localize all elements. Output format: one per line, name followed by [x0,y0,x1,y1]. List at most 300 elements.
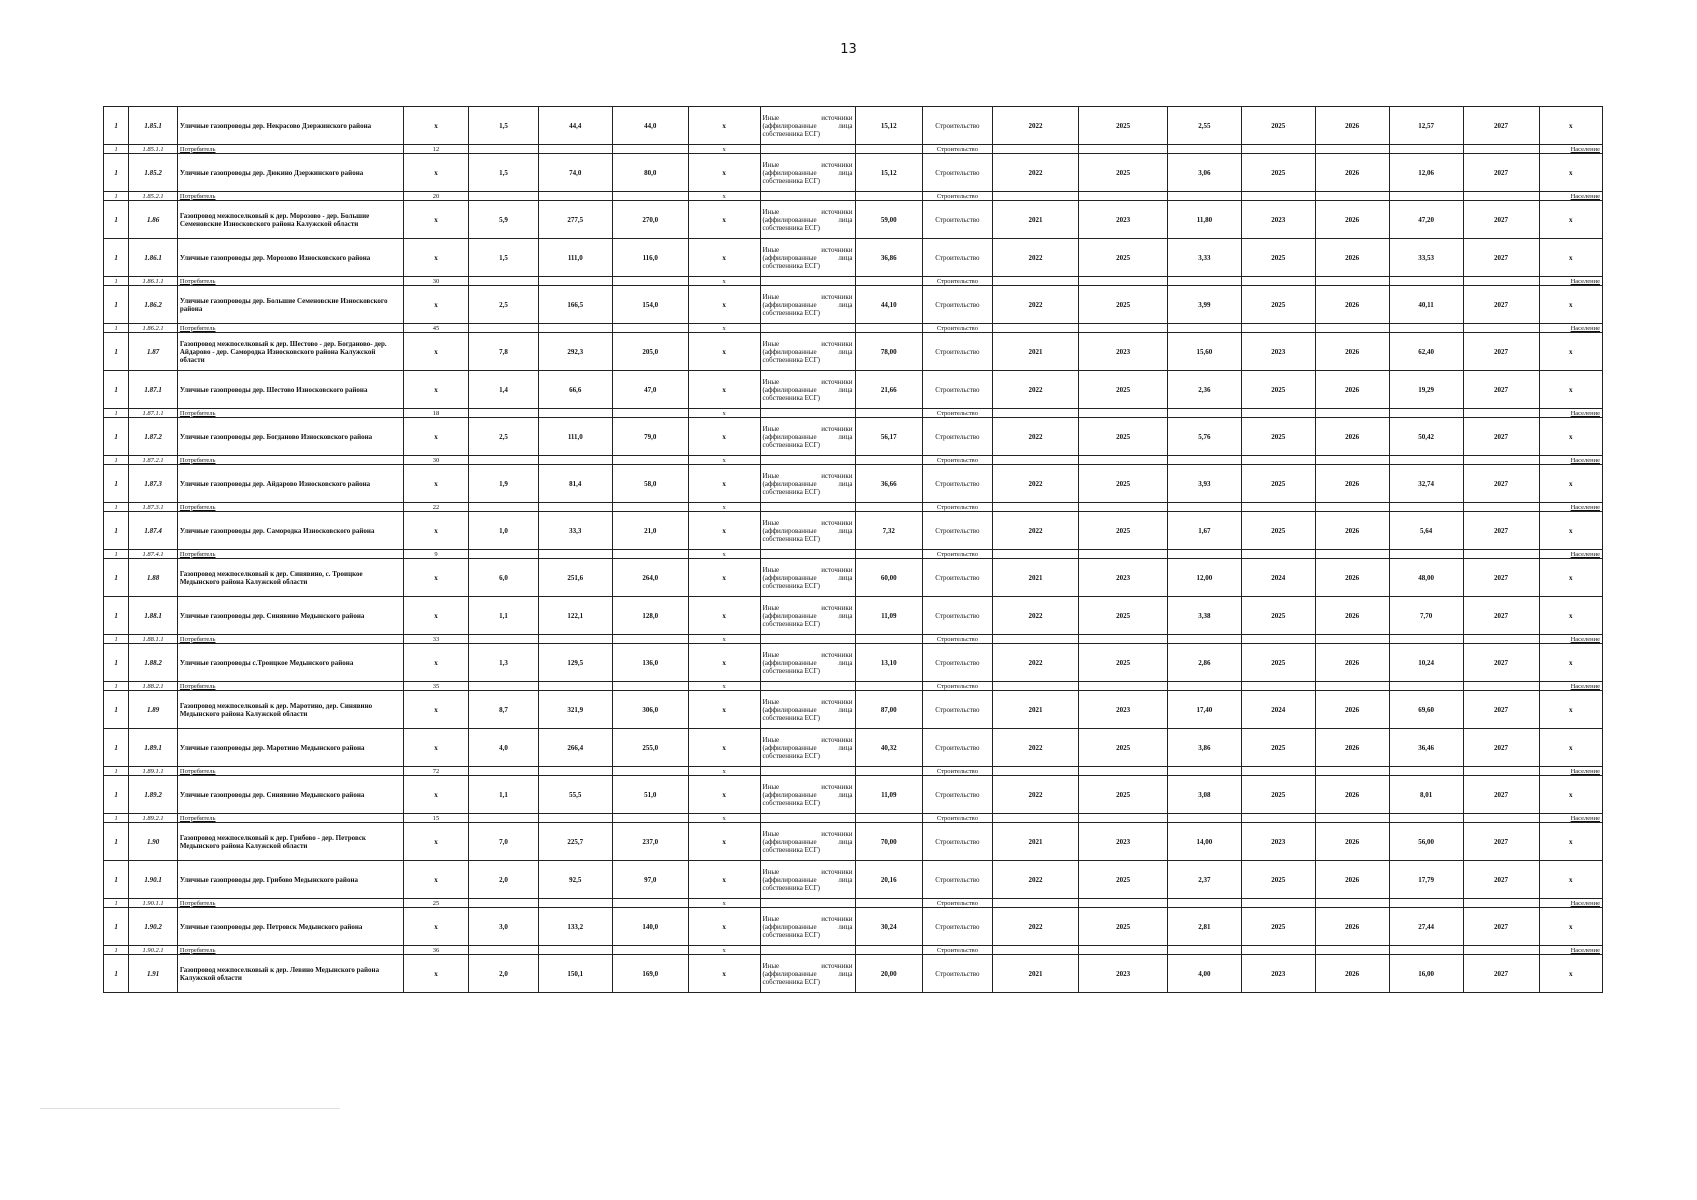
stage-value-2: 19,29 [1389,371,1463,409]
empty-cell [469,899,539,908]
year-3: 2026 [1315,776,1389,814]
empty-cell [760,550,855,559]
consumer-code: 1.86.1.1 [129,277,178,286]
row-number: 1 [104,154,129,192]
year-2: 2025 [1241,286,1315,324]
work-type: Строительство [923,154,993,192]
empty-cell [855,550,923,559]
empty-cell [612,946,688,955]
year-3: 2026 [1315,512,1389,550]
cell-x: x [688,418,760,456]
year-start: 2022 [992,729,1079,767]
empty-cell [855,946,923,955]
empty-cell [1315,550,1389,559]
year-3: 2026 [1315,371,1389,409]
empty-cell [1079,409,1168,418]
year-2: 2025 [1241,107,1315,145]
work-type: Строительство [923,418,993,456]
empty-cell [1463,145,1539,154]
year-2: 2025 [1241,597,1315,635]
year-2: 2025 [1241,465,1315,503]
consumer-label: Потребитель [177,550,403,559]
cell-x: x [688,861,760,899]
length: 5,9 [469,201,539,239]
empty-cell [1315,456,1389,465]
cell-x: x [688,559,760,597]
year-final: 2027 [1463,908,1539,946]
consumer-label: Потребитель [177,192,403,201]
empty-cell [1463,767,1539,776]
year-start: 2021 [992,955,1079,993]
empty-cell [760,682,855,691]
empty-cell [469,145,539,154]
row-number: 1 [104,418,129,456]
cost-amount: 13,10 [855,644,923,682]
empty-cell [760,899,855,908]
empty-cell [855,145,923,154]
capacity: 47,0 [612,371,688,409]
object-code: 1.89 [129,691,178,729]
year-3: 2026 [1315,286,1389,324]
cell-x: x [403,597,468,635]
length: 1,5 [469,107,539,145]
empty-cell [992,145,1079,154]
table-row [104,333,1603,371]
year-final: 2027 [1463,644,1539,682]
stage-value: 3,06 [1167,154,1241,192]
year-end: 2023 [1079,559,1168,597]
cell-x: x [688,333,760,371]
length: 1,1 [469,776,539,814]
year-end: 2025 [1079,465,1168,503]
work-type: Строительство [923,192,993,201]
empty-cell [1463,503,1539,512]
year-3: 2026 [1315,333,1389,371]
empty-cell [469,192,539,201]
cost-amount: 11,09 [855,776,923,814]
year-start: 2022 [992,465,1079,503]
cell-x: x [1539,597,1602,635]
pressure-or-diameter: 277,5 [538,201,612,239]
year-2: 2025 [1241,239,1315,277]
empty-cell [1079,899,1168,908]
cell-x: x [403,107,468,145]
cell-x: x [688,286,760,324]
cell-x: x [403,908,468,946]
empty-cell [612,814,688,823]
capacity: 51,0 [612,776,688,814]
consumer-label: Потребитель [177,277,403,286]
year-end: 2025 [1079,286,1168,324]
cell-x: x [688,192,760,201]
empty-cell [1389,503,1463,512]
object-name: Уличные газопроводы с.Троицкое Медынского района [177,644,403,682]
work-type: Строительство [923,559,993,597]
cost-amount: 70,00 [855,823,923,861]
empty-cell [1315,767,1389,776]
work-type: Строительство [923,324,993,333]
stage-value-2: 7,70 [1389,597,1463,635]
consumer-row [104,277,1603,286]
consumer-label: Потребитель [177,946,403,955]
pressure-or-diameter: 111,0 [538,239,612,277]
empty-cell [538,503,612,512]
empty-cell [1463,324,1539,333]
funding-source: Иные источники (аффилированные лица собственника ЕСГ) [760,955,855,993]
capacity: 169,0 [612,955,688,993]
year-end: 2025 [1079,154,1168,192]
cost-amount: 20,00 [855,955,923,993]
year-2: 2025 [1241,908,1315,946]
table-row [104,201,1603,239]
cell-x: x [1539,644,1602,682]
empty-cell [1241,550,1315,559]
year-end: 2025 [1079,239,1168,277]
funding-source: Иные источники (аффилированные лица собственника ЕСГ) [760,823,855,861]
stage-value: 4,00 [1167,955,1241,993]
consumer-row [104,503,1603,512]
cell-x: x [688,154,760,192]
object-name: Газопровод межпоселковый к дер. Левино Медынского района Калужской области [177,955,403,993]
empty-cell [1241,635,1315,644]
empty-cell [992,767,1079,776]
pressure-or-diameter: 111,0 [538,418,612,456]
consumer-row [104,635,1603,644]
object-code: 1.85.1 [129,107,178,145]
table-row [104,559,1603,597]
row-number: 1 [104,559,129,597]
work-type: Строительство [923,946,993,955]
empty-cell [469,550,539,559]
cost-amount: 56,17 [855,418,923,456]
empty-cell [1389,324,1463,333]
table-row [104,955,1603,993]
capacity: 79,0 [612,418,688,456]
year-start: 2022 [992,644,1079,682]
empty-cell [992,550,1079,559]
consumer-code: 1.85.1.1 [129,145,178,154]
object-name: Уличные газопроводы дер. Синявино Медынского района [177,776,403,814]
object-name: Уличные газопроводы дер. Большие Семеновские Износковского района [177,286,403,324]
population-label: Население [1539,814,1602,823]
stage-value: 3,86 [1167,729,1241,767]
cell-x: x [688,767,760,776]
year-start: 2022 [992,286,1079,324]
row-number: 1 [104,767,129,776]
object-code: 1.86.1 [129,239,178,277]
empty-cell [1167,503,1241,512]
empty-cell [1389,277,1463,286]
table-row [104,286,1603,324]
population-label: Население [1539,145,1602,154]
stage-value-2: 5,64 [1389,512,1463,550]
cell-x: x [403,955,468,993]
row-number: 1 [104,955,129,993]
empty-cell [1315,192,1389,201]
year-3: 2026 [1315,465,1389,503]
empty-cell [992,635,1079,644]
work-type: Строительство [923,333,993,371]
row-number: 1 [104,729,129,767]
length: 4,0 [469,729,539,767]
cost-amount: 78,00 [855,333,923,371]
year-3: 2026 [1315,729,1389,767]
work-type: Строительство [923,456,993,465]
scan-artifact [40,1108,340,1109]
cell-x: x [1539,908,1602,946]
empty-cell [1241,277,1315,286]
consumer-row [104,456,1603,465]
object-code: 1.87.2 [129,418,178,456]
consumer-label: Потребитель [177,409,403,418]
year-2: 2023 [1241,955,1315,993]
cell-x: x [403,154,468,192]
cost-amount: 11,09 [855,597,923,635]
funding-source: Иные источники (аффилированные лица собственника ЕСГ) [760,371,855,409]
capacity: 44,0 [612,107,688,145]
funding-source: Иные источники (аффилированные лица собственника ЕСГ) [760,239,855,277]
table-row [104,239,1603,277]
length: 2,5 [469,286,539,324]
work-type: Строительство [923,635,993,644]
year-2: 2024 [1241,691,1315,729]
stage-value: 2,37 [1167,861,1241,899]
consumer-code: 1.89.1.1 [129,767,178,776]
work-type: Строительство [923,465,993,503]
year-end: 2025 [1079,908,1168,946]
consumer-row [104,946,1603,955]
empty-cell [992,409,1079,418]
year-final: 2027 [1463,597,1539,635]
stage-value-2: 17,79 [1389,861,1463,899]
year-start: 2022 [992,154,1079,192]
cost-amount: 21,66 [855,371,923,409]
consumer-row [104,682,1603,691]
object-name: Газопровод межпоселковый к дер. Маротино, дер. Синявино Медынского района Калужской области [177,691,403,729]
cost-amount: 44,10 [855,286,923,324]
table-row [104,823,1603,861]
object-code: 1.90.2 [129,908,178,946]
row-number: 1 [104,861,129,899]
row-number: 1 [104,324,129,333]
empty-cell [538,192,612,201]
stage-value-2: 8,01 [1389,776,1463,814]
empty-cell [855,635,923,644]
year-start: 2021 [992,333,1079,371]
pressure-or-diameter: 266,4 [538,729,612,767]
work-type: Строительство [923,861,993,899]
table-row [104,861,1603,899]
consumer-count: 35 [403,682,468,691]
empty-cell [1167,409,1241,418]
pressure-or-diameter: 33,3 [538,512,612,550]
consumer-row [104,814,1603,823]
year-start: 2022 [992,861,1079,899]
object-name: Уличные газопроводы дер. Петровск Медынского района [177,908,403,946]
cell-x: x [688,946,760,955]
capacity: 80,0 [612,154,688,192]
empty-cell [1315,324,1389,333]
year-end: 2025 [1079,371,1168,409]
empty-cell [1389,145,1463,154]
year-2: 2025 [1241,861,1315,899]
year-end: 2025 [1079,107,1168,145]
work-type: Строительство [923,814,993,823]
empty-cell [469,946,539,955]
capacity: 21,0 [612,512,688,550]
object-code: 1.87.4 [129,512,178,550]
object-name: Уличные газопроводы дер. Шестово Износковского района [177,371,403,409]
work-type: Строительство [923,503,993,512]
empty-cell [538,145,612,154]
object-name: Газопровод межпоселковый к дер. Морозово - дер. Большие Семеновские Износковского района Калужской области [177,201,403,239]
year-2: 2025 [1241,512,1315,550]
empty-cell [612,550,688,559]
empty-cell [1389,946,1463,955]
cell-x: x [688,277,760,286]
empty-cell [1389,409,1463,418]
cell-x: x [688,682,760,691]
length: 8,7 [469,691,539,729]
row-number: 1 [104,239,129,277]
work-type: Строительство [923,201,993,239]
row-number: 1 [104,597,129,635]
cell-x: x [1539,776,1602,814]
object-name: Газопровод межпоселковый к дер. Синявино, с. Троицкое Медынского района Калужской области [177,559,403,597]
row-number: 1 [104,691,129,729]
cell-x: x [688,729,760,767]
work-type: Строительство [923,239,993,277]
row-number: 1 [104,682,129,691]
consumer-label: Потребитель [177,814,403,823]
empty-cell [538,550,612,559]
capacity: 306,0 [612,691,688,729]
empty-cell [760,456,855,465]
empty-cell [760,946,855,955]
empty-cell [992,456,1079,465]
cell-x: x [1539,418,1602,456]
empty-cell [538,899,612,908]
length: 7,0 [469,823,539,861]
funding-source: Иные источники (аффилированные лица собственника ЕСГ) [760,729,855,767]
cell-x: x [403,644,468,682]
empty-cell [469,277,539,286]
capacity: 264,0 [612,559,688,597]
year-end: 2023 [1079,955,1168,993]
empty-cell [612,192,688,201]
length: 1,4 [469,371,539,409]
empty-cell [992,324,1079,333]
empty-cell [538,324,612,333]
cost-amount: 87,00 [855,691,923,729]
year-final: 2027 [1463,691,1539,729]
empty-cell [1389,767,1463,776]
empty-cell [1241,946,1315,955]
empty-cell [612,145,688,154]
length: 2,0 [469,861,539,899]
object-code: 1.90 [129,823,178,861]
empty-cell [1241,767,1315,776]
empty-cell [855,409,923,418]
empty-cell [1241,456,1315,465]
empty-cell [992,814,1079,823]
consumer-label: Потребитель [177,682,403,691]
empty-cell [469,503,539,512]
empty-cell [1389,814,1463,823]
empty-cell [992,503,1079,512]
cell-x: x [688,635,760,644]
empty-cell [612,277,688,286]
year-start: 2022 [992,597,1079,635]
year-final: 2027 [1463,955,1539,993]
cell-x: x [1539,239,1602,277]
consumer-code: 1.87.2.1 [129,456,178,465]
object-name: Газопровод межпоселковый к дер. Грибово - дер. Петровск Медынского района Калужской области [177,823,403,861]
row-number: 1 [104,908,129,946]
year-final: 2027 [1463,418,1539,456]
empty-cell [538,814,612,823]
row-number: 1 [104,899,129,908]
empty-cell [612,899,688,908]
population-label: Население [1539,682,1602,691]
cell-x: x [403,823,468,861]
capacity: 255,0 [612,729,688,767]
capacity: 140,0 [612,908,688,946]
empty-cell [855,192,923,201]
year-end: 2023 [1079,201,1168,239]
year-3: 2026 [1315,908,1389,946]
year-start: 2022 [992,107,1079,145]
cell-x: x [688,145,760,154]
cell-x: x [688,456,760,465]
empty-cell [469,635,539,644]
consumer-row [104,899,1603,908]
object-name: Уличные газопроводы дер. Дюкино Дзержинского района [177,154,403,192]
funding-source: Иные источники (аффилированные лица собственника ЕСГ) [760,512,855,550]
capacity: 128,0 [612,597,688,635]
year-3: 2026 [1315,107,1389,145]
cell-x: x [1539,371,1602,409]
cell-x: x [1539,154,1602,192]
capacity: 58,0 [612,465,688,503]
year-start: 2021 [992,559,1079,597]
consumer-label: Потребитель [177,899,403,908]
table-row [104,776,1603,814]
cell-x: x [1539,107,1602,145]
stage-value-2: 48,00 [1389,559,1463,597]
consumer-label: Потребитель [177,324,403,333]
empty-cell [1241,682,1315,691]
cell-x: x [688,503,760,512]
empty-cell [1315,899,1389,908]
page-number: 13 [840,42,857,57]
object-name: Уличные газопроводы дер. Самородка Износковского района [177,512,403,550]
funding-source: Иные источники (аффилированные лица собственника ЕСГ) [760,776,855,814]
year-2: 2023 [1241,823,1315,861]
empty-cell [1167,814,1241,823]
pressure-or-diameter: 44,4 [538,107,612,145]
funding-source: Иные источники (аффилированные лица собственника ЕСГ) [760,644,855,682]
length: 2,5 [469,418,539,456]
row-number: 1 [104,201,129,239]
empty-cell [1463,635,1539,644]
funding-source: Иные источники (аффилированные лица собственника ЕСГ) [760,154,855,192]
row-number: 1 [104,371,129,409]
cell-x: x [688,908,760,946]
work-type: Строительство [923,899,993,908]
stage-value-2: 10,24 [1389,644,1463,682]
empty-cell [612,635,688,644]
